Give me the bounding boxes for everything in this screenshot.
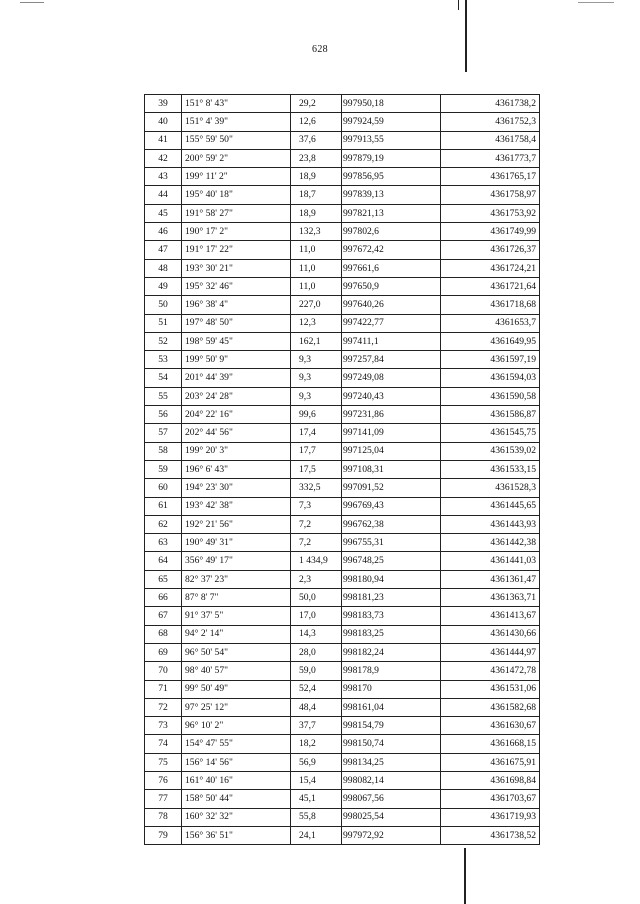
y-coordinate-cell: 4361653,7 — [441, 314, 540, 332]
point-number-cell: 70 — [145, 662, 182, 680]
point-number-cell: 44 — [145, 186, 182, 204]
direction-angle-cell: 203° 24' 28" — [182, 387, 291, 405]
y-coordinate-cell: 4361441,03 — [441, 552, 540, 570]
y-coordinate-cell: 4361444,97 — [441, 643, 540, 661]
direction-angle-cell: 160° 32' 32" — [182, 808, 291, 826]
table-row — [145, 387, 540, 405]
direction-angle-cell: 199° 11' 2" — [182, 168, 291, 186]
x-coordinate-cell: 997821,13 — [342, 204, 441, 222]
x-coordinate-cell: 996762,38 — [342, 515, 441, 533]
y-coordinate-cell: 4361413,67 — [441, 607, 540, 625]
x-coordinate-cell: 997108,31 — [342, 460, 441, 478]
x-coordinate-cell: 998161,04 — [342, 698, 441, 716]
x-coordinate-cell: 998182,24 — [342, 643, 441, 661]
y-coordinate-cell: 4361675,91 — [441, 753, 540, 771]
x-coordinate-cell: 997640,26 — [342, 296, 441, 314]
direction-angle-cell: 193° 30' 21" — [182, 259, 291, 277]
table-row — [145, 625, 540, 643]
point-number-cell: 65 — [145, 570, 182, 588]
point-number-cell: 52 — [145, 332, 182, 350]
x-coordinate-cell: 998183,25 — [342, 625, 441, 643]
point-number-cell: 58 — [145, 442, 182, 460]
point-number-cell: 53 — [145, 351, 182, 369]
x-coordinate-cell: 998183,73 — [342, 607, 441, 625]
x-coordinate-cell: 997672,42 — [342, 241, 441, 259]
distance-cell: 15,4 — [291, 771, 342, 789]
distance-cell: 9,3 — [291, 369, 342, 387]
point-number-cell: 47 — [145, 241, 182, 259]
distance-cell: 48,4 — [291, 698, 342, 716]
point-number-cell: 64 — [145, 552, 182, 570]
scan-speck-left — [20, 2, 44, 3]
table-row — [145, 552, 540, 570]
point-number-cell: 63 — [145, 534, 182, 552]
table-row — [145, 113, 540, 131]
table-row — [145, 314, 540, 332]
direction-angle-cell: 99° 50' 49" — [182, 680, 291, 698]
distance-cell: 23,8 — [291, 149, 342, 167]
point-number-cell: 72 — [145, 698, 182, 716]
x-coordinate-cell: 998170 — [342, 680, 441, 698]
distance-cell: 17,7 — [291, 442, 342, 460]
point-number-cell: 71 — [145, 680, 182, 698]
table-row — [145, 771, 540, 789]
point-number-cell: 55 — [145, 387, 182, 405]
y-coordinate-cell: 4361765,17 — [441, 168, 540, 186]
table-row — [145, 406, 540, 424]
y-coordinate-cell: 4361724,21 — [441, 259, 540, 277]
direction-angle-cell: 196° 6' 43" — [182, 460, 291, 478]
table-row — [145, 259, 540, 277]
distance-cell: 56,9 — [291, 753, 342, 771]
distance-cell: 17,0 — [291, 607, 342, 625]
table-row — [145, 589, 540, 607]
y-coordinate-cell: 4361773,7 — [441, 149, 540, 167]
y-coordinate-cell: 4361649,95 — [441, 332, 540, 350]
direction-angle-cell: 91° 37' 5" — [182, 607, 291, 625]
distance-cell: 17,4 — [291, 424, 342, 442]
table-row — [145, 296, 540, 314]
point-number-cell: 51 — [145, 314, 182, 332]
table-row — [145, 442, 540, 460]
y-coordinate-cell: 4361738,52 — [441, 826, 540, 844]
x-coordinate-cell: 998082,14 — [342, 771, 441, 789]
y-coordinate-cell: 4361594,03 — [441, 369, 540, 387]
distance-cell: 24,1 — [291, 826, 342, 844]
table-row — [145, 753, 540, 771]
direction-angle-cell: 198° 59' 45" — [182, 332, 291, 350]
point-number-cell: 59 — [145, 460, 182, 478]
y-coordinate-cell: 4361443,93 — [441, 515, 540, 533]
x-coordinate-cell: 998067,56 — [342, 790, 441, 808]
point-number-cell: 42 — [145, 149, 182, 167]
y-coordinate-cell: 4361749,99 — [441, 223, 540, 241]
page-number: 628 — [312, 44, 328, 55]
point-number-cell: 57 — [145, 424, 182, 442]
x-coordinate-cell: 997257,84 — [342, 351, 441, 369]
point-number-cell: 40 — [145, 113, 182, 131]
distance-cell: 59,0 — [291, 662, 342, 680]
distance-cell: 55,8 — [291, 808, 342, 826]
x-coordinate-cell: 997879,19 — [342, 149, 441, 167]
table-row — [145, 204, 540, 222]
x-coordinate-cell: 997249,08 — [342, 369, 441, 387]
point-number-cell: 79 — [145, 826, 182, 844]
distance-cell: 50,0 — [291, 589, 342, 607]
x-coordinate-cell: 998180,94 — [342, 570, 441, 588]
y-coordinate-cell: 4361531,06 — [441, 680, 540, 698]
point-number-cell: 76 — [145, 771, 182, 789]
direction-angle-cell: 200° 59' 2" — [182, 149, 291, 167]
point-number-cell: 54 — [145, 369, 182, 387]
table-row — [145, 662, 540, 680]
table-row — [145, 643, 540, 661]
distance-cell: 17,5 — [291, 460, 342, 478]
table-row — [145, 717, 540, 735]
point-number-cell: 78 — [145, 808, 182, 826]
distance-cell: 18,2 — [291, 735, 342, 753]
distance-cell: 7,2 — [291, 534, 342, 552]
y-coordinate-cell: 4361758,97 — [441, 186, 540, 204]
point-number-cell: 39 — [145, 95, 182, 113]
distance-cell: 162,1 — [291, 332, 342, 350]
distance-cell: 9,3 — [291, 351, 342, 369]
point-number-cell: 73 — [145, 717, 182, 735]
y-coordinate-cell: 4361721,64 — [441, 277, 540, 295]
direction-angle-cell: 190° 17' 2" — [182, 223, 291, 241]
direction-angle-cell: 97° 25' 12" — [182, 698, 291, 716]
distance-cell: 11,0 — [291, 259, 342, 277]
x-coordinate-cell: 997913,55 — [342, 131, 441, 149]
x-coordinate-cell: 998181,23 — [342, 589, 441, 607]
x-coordinate-cell: 997141,09 — [342, 424, 441, 442]
direction-angle-cell: 151° 4' 39" — [182, 113, 291, 131]
y-coordinate-cell: 4361582,68 — [441, 698, 540, 716]
x-coordinate-cell: 998154,79 — [342, 717, 441, 735]
distance-cell: 45,1 — [291, 790, 342, 808]
y-coordinate-cell: 4361726,37 — [441, 241, 540, 259]
table-row — [145, 680, 540, 698]
x-coordinate-cell: 997650,9 — [342, 277, 441, 295]
table-row — [145, 479, 540, 497]
x-coordinate-cell: 997231,86 — [342, 406, 441, 424]
direction-angle-cell: 94° 2' 14" — [182, 625, 291, 643]
distance-cell: 12,3 — [291, 314, 342, 332]
y-coordinate-cell: 4361703,67 — [441, 790, 540, 808]
x-coordinate-cell: 996748,25 — [342, 552, 441, 570]
distance-cell: 2,3 — [291, 570, 342, 588]
distance-cell: 227,0 — [291, 296, 342, 314]
direction-angle-cell: 192° 21' 56" — [182, 515, 291, 533]
y-coordinate-cell: 4361442,38 — [441, 534, 540, 552]
scan-mark-top — [465, 0, 467, 72]
direction-angle-cell: 356° 49' 17" — [182, 552, 291, 570]
y-coordinate-cell: 4361590,58 — [441, 387, 540, 405]
distance-cell: 11,0 — [291, 241, 342, 259]
distance-cell: 99,6 — [291, 406, 342, 424]
direction-angle-cell: 151° 8' 43" — [182, 95, 291, 113]
direction-angle-cell: 96° 50' 54" — [182, 643, 291, 661]
y-coordinate-cell: 4361630,67 — [441, 717, 540, 735]
x-coordinate-cell: 997802,6 — [342, 223, 441, 241]
point-number-cell: 43 — [145, 168, 182, 186]
direction-angle-cell: 82° 37' 23" — [182, 570, 291, 588]
direction-angle-cell: 98° 40' 57" — [182, 662, 291, 680]
distance-cell: 12,6 — [291, 113, 342, 131]
distance-cell: 28,0 — [291, 643, 342, 661]
x-coordinate-cell: 997125,04 — [342, 442, 441, 460]
x-coordinate-cell: 997839,13 — [342, 186, 441, 204]
y-coordinate-cell: 4361445,65 — [441, 497, 540, 515]
distance-cell: 11,0 — [291, 277, 342, 295]
distance-cell: 18,9 — [291, 168, 342, 186]
point-number-cell: 66 — [145, 589, 182, 607]
x-coordinate-cell: 998150,74 — [342, 735, 441, 753]
y-coordinate-cell: 4361430,66 — [441, 625, 540, 643]
point-number-cell: 56 — [145, 406, 182, 424]
y-coordinate-cell: 4361758,4 — [441, 131, 540, 149]
table-row — [145, 790, 540, 808]
y-coordinate-cell: 4361533,15 — [441, 460, 540, 478]
x-coordinate-cell: 997091,52 — [342, 479, 441, 497]
table-row — [145, 607, 540, 625]
direction-angle-cell: 156° 36' 51" — [182, 826, 291, 844]
direction-angle-cell: 204° 22' 16" — [182, 406, 291, 424]
point-number-cell: 67 — [145, 607, 182, 625]
point-number-cell: 74 — [145, 735, 182, 753]
distance-cell: 1 434,9 — [291, 552, 342, 570]
y-coordinate-cell: 4361472,78 — [441, 662, 540, 680]
table-row — [145, 223, 540, 241]
distance-cell: 37,6 — [291, 131, 342, 149]
direction-angle-cell: 195° 32' 46" — [182, 277, 291, 295]
y-coordinate-cell: 4361528,3 — [441, 479, 540, 497]
coordinates-table-body — [145, 95, 540, 845]
distance-cell: 9,3 — [291, 387, 342, 405]
x-coordinate-cell: 997411,1 — [342, 332, 441, 350]
table-row — [145, 369, 540, 387]
x-coordinate-cell: 997661,6 — [342, 259, 441, 277]
y-coordinate-cell: 4361597,19 — [441, 351, 540, 369]
y-coordinate-cell: 4361718,68 — [441, 296, 540, 314]
point-number-cell: 49 — [145, 277, 182, 295]
table-row — [145, 534, 540, 552]
direction-angle-cell: 195° 40' 18" — [182, 186, 291, 204]
y-coordinate-cell: 4361719,93 — [441, 808, 540, 826]
direction-angle-cell: 197° 48' 50" — [182, 314, 291, 332]
x-coordinate-cell: 997422,77 — [342, 314, 441, 332]
table-row — [145, 351, 540, 369]
point-number-cell: 50 — [145, 296, 182, 314]
direction-angle-cell: 190° 49' 31" — [182, 534, 291, 552]
direction-angle-cell: 202° 44' 56" — [182, 424, 291, 442]
table-row — [145, 277, 540, 295]
table-row — [145, 808, 540, 826]
table-row — [145, 497, 540, 515]
scan-mark-top-small — [458, 0, 459, 10]
table-row — [145, 698, 540, 716]
point-number-cell: 41 — [145, 131, 182, 149]
direction-angle-cell: 96° 10' 2" — [182, 717, 291, 735]
table-row — [145, 131, 540, 149]
point-number-cell: 75 — [145, 753, 182, 771]
direction-angle-cell: 191° 58' 27" — [182, 204, 291, 222]
direction-angle-cell: 193° 42' 38" — [182, 497, 291, 515]
table-row — [145, 95, 540, 113]
direction-angle-cell: 155° 59' 50" — [182, 131, 291, 149]
direction-angle-cell: 191° 17' 22" — [182, 241, 291, 259]
distance-cell: 7,3 — [291, 497, 342, 515]
y-coordinate-cell: 4361698,84 — [441, 771, 540, 789]
table-row — [145, 332, 540, 350]
table-row — [145, 826, 540, 844]
y-coordinate-cell: 4361363,71 — [441, 589, 540, 607]
x-coordinate-cell: 996755,31 — [342, 534, 441, 552]
distance-cell: 18,9 — [291, 204, 342, 222]
y-coordinate-cell: 4361753,92 — [441, 204, 540, 222]
scan-speck-right — [578, 2, 614, 3]
x-coordinate-cell: 998025,54 — [342, 808, 441, 826]
direction-angle-cell: 154° 47' 55" — [182, 735, 291, 753]
point-number-cell: 46 — [145, 223, 182, 241]
point-number-cell: 48 — [145, 259, 182, 277]
distance-cell: 29,2 — [291, 95, 342, 113]
y-coordinate-cell: 4361586,87 — [441, 406, 540, 424]
x-coordinate-cell: 997924,59 — [342, 113, 441, 131]
direction-angle-cell: 199° 20' 3" — [182, 442, 291, 460]
table-row — [145, 424, 540, 442]
distance-cell: 132,3 — [291, 223, 342, 241]
table-row — [145, 168, 540, 186]
distance-cell: 332,5 — [291, 479, 342, 497]
coordinates-table — [144, 94, 540, 845]
direction-angle-cell: 194° 23' 30" — [182, 479, 291, 497]
x-coordinate-cell: 996769,43 — [342, 497, 441, 515]
distance-cell: 7,2 — [291, 515, 342, 533]
point-number-cell: 61 — [145, 497, 182, 515]
x-coordinate-cell: 997972,92 — [342, 826, 441, 844]
direction-angle-cell: 196° 38' 4" — [182, 296, 291, 314]
direction-angle-cell: 158° 50' 44" — [182, 790, 291, 808]
y-coordinate-cell: 4361738,2 — [441, 95, 540, 113]
point-number-cell: 62 — [145, 515, 182, 533]
table-row — [145, 241, 540, 259]
y-coordinate-cell: 4361668,15 — [441, 735, 540, 753]
distance-cell: 37,7 — [291, 717, 342, 735]
point-number-cell: 69 — [145, 643, 182, 661]
table-row — [145, 149, 540, 167]
x-coordinate-cell: 998178,9 — [342, 662, 441, 680]
distance-cell: 14,3 — [291, 625, 342, 643]
y-coordinate-cell: 4361361,47 — [441, 570, 540, 588]
point-number-cell: 77 — [145, 790, 182, 808]
x-coordinate-cell: 997240,43 — [342, 387, 441, 405]
direction-angle-cell: 156° 14' 56" — [182, 753, 291, 771]
table-row — [145, 515, 540, 533]
point-number-cell: 45 — [145, 204, 182, 222]
point-number-cell: 68 — [145, 625, 182, 643]
point-number-cell: 60 — [145, 479, 182, 497]
table-row — [145, 735, 540, 753]
x-coordinate-cell: 997856,95 — [342, 168, 441, 186]
scan-mark-bottom — [464, 848, 466, 904]
table-row — [145, 460, 540, 478]
y-coordinate-cell: 4361752,3 — [441, 113, 540, 131]
y-coordinate-cell: 4361539,02 — [441, 442, 540, 460]
direction-angle-cell: 161° 40' 16" — [182, 771, 291, 789]
direction-angle-cell: 199° 50' 9" — [182, 351, 291, 369]
x-coordinate-cell: 998134,25 — [342, 753, 441, 771]
distance-cell: 52,4 — [291, 680, 342, 698]
x-coordinate-cell: 997950,18 — [342, 95, 441, 113]
y-coordinate-cell: 4361545,75 — [441, 424, 540, 442]
direction-angle-cell: 201° 44' 39" — [182, 369, 291, 387]
table-row — [145, 186, 540, 204]
direction-angle-cell: 87° 8' 7" — [182, 589, 291, 607]
table-row — [145, 570, 540, 588]
distance-cell: 18,7 — [291, 186, 342, 204]
